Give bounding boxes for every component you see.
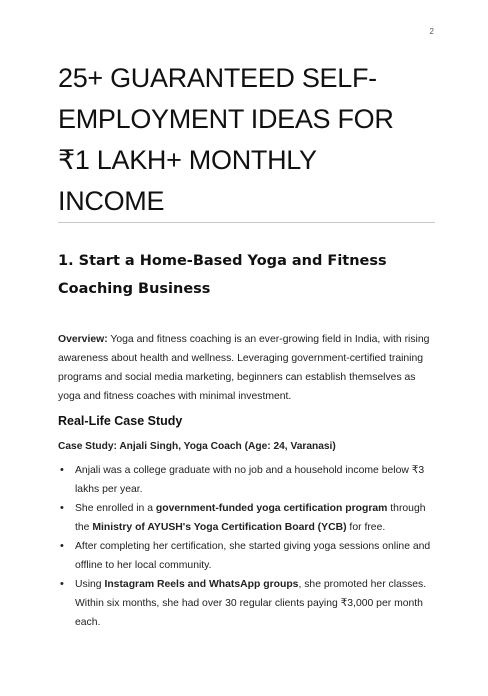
title-line-2: EMPLOYMENT IDEAS FOR xyxy=(58,104,394,134)
case-study-bullets xyxy=(58,461,438,632)
case-study-heading: Real-Life Case Study xyxy=(58,414,183,428)
overview-label: Overview: xyxy=(58,334,108,345)
overview-paragraph xyxy=(58,330,438,406)
page-number: 2 xyxy=(429,27,434,36)
text: Using xyxy=(75,579,105,590)
document-title xyxy=(58,58,438,222)
list-item xyxy=(58,537,438,575)
title-line-1: 25+ GUARANTEED SELF- xyxy=(58,63,377,93)
bold-text: Instagram Reels and WhatsApp groups xyxy=(104,579,299,590)
text: , she promoted her classes. Within six months, she had over 30 regular clients paying ₹3,000 per month each. xyxy=(75,579,427,628)
text: Anjali was a college graduate with no job and a household income below ₹3 lakhs per year. xyxy=(75,465,425,495)
section-heading: 1. Start a Home-Based Yoga and Fitness Coaching Business xyxy=(58,253,387,297)
bold-text: government-funded yoga certification program xyxy=(155,503,388,514)
list-item xyxy=(58,499,438,537)
list-item xyxy=(58,575,438,632)
title-line-4: INCOME xyxy=(58,186,165,216)
text: for free. xyxy=(346,522,386,533)
case-study-label: Case Study: Anjali Singh, Yoga Coach (Age: 24, Varanasi) xyxy=(58,441,336,452)
text: She enrolled in a xyxy=(75,503,156,514)
title-line-3: ₹1 LAKH+ MONTHLY xyxy=(58,145,317,175)
title-divider xyxy=(58,222,435,223)
bold-text: Ministry of AYUSH's Yoga Certification Board (YCB) xyxy=(92,522,347,533)
list-item xyxy=(58,461,438,499)
text: After completing her certification, she started giving yoga sessions online and offline to her local community. xyxy=(75,541,431,571)
text: through the xyxy=(75,503,426,533)
overview-text: Yoga and fitness coaching is an ever-growing field in India, with rising awareness about health and wellness. Leveraging government-certified training programs and social media marketing, beginners can establish themselves as yoga and fitness coaches with minimal investment. xyxy=(58,334,430,402)
